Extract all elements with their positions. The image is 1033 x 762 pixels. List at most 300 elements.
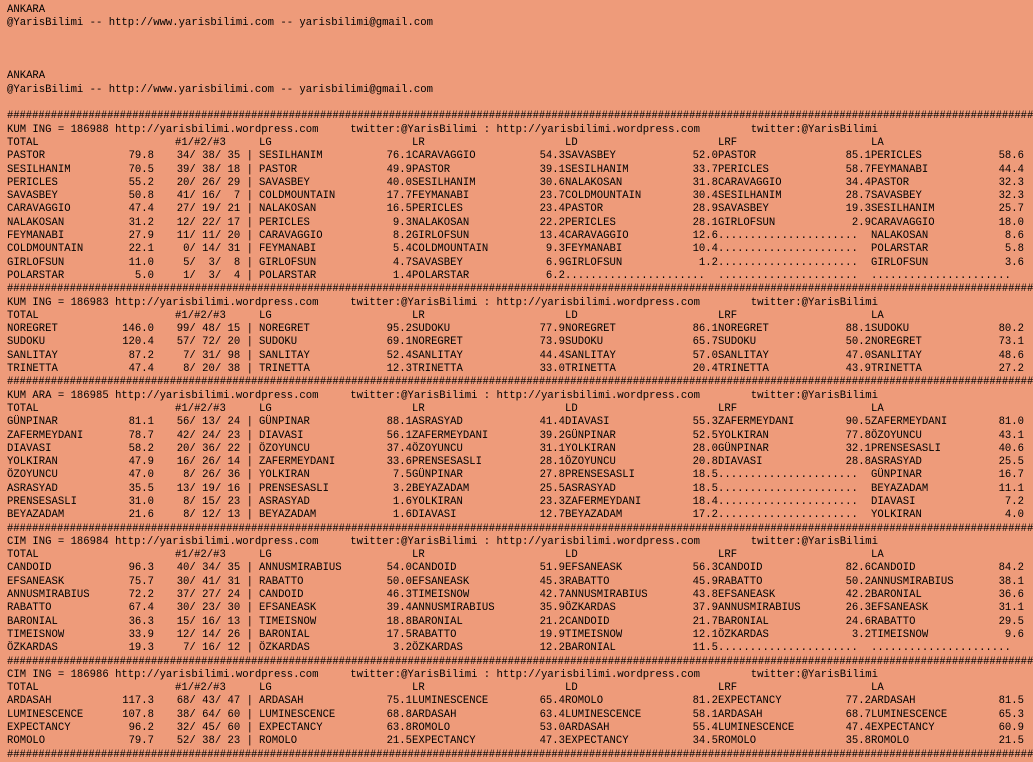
column-header: TOTAL	[7, 682, 39, 695]
score-value: 22.2	[539, 216, 565, 229]
horse-name: SANLITAY	[412, 349, 463, 362]
score-value: 28.0	[692, 442, 718, 455]
score-value: 4.0	[1004, 509, 1024, 522]
score-value: 54.3	[539, 150, 565, 163]
horse-row	[7, 230, 1024, 243]
score-value: 34.4	[845, 176, 871, 189]
score-value: 21.5	[386, 735, 412, 748]
horse-row	[7, 443, 1024, 456]
horse-name: ASRASYAD	[412, 416, 463, 429]
score-value: 28.1	[692, 216, 718, 229]
horse-row	[7, 164, 1024, 177]
score-value: 81.0	[998, 416, 1024, 429]
horse-name: SANLITAY	[871, 349, 922, 362]
score-value: 5.8	[1004, 243, 1024, 256]
horse-name: EXPECTANCY	[412, 735, 476, 748]
horse-name: ......................	[871, 269, 1011, 282]
placement-counts: 12/ 22/ 17 |	[176, 216, 253, 229]
horse-name: CANDOID	[565, 615, 610, 628]
horse-name: SANLITAY	[7, 349, 58, 362]
score-value: 9.3	[545, 243, 565, 256]
total-score: 67.4	[128, 602, 154, 615]
score-value: 16.5	[386, 203, 412, 216]
separator-line: ####################################################################################################################################################################	[7, 655, 1033, 668]
placement-counts: 38/ 64/ 60 |	[176, 708, 253, 721]
horse-name: CARAVAGGIO	[565, 230, 629, 243]
horse-name: NALAKOSAN	[565, 176, 623, 189]
horse-name: SESILHANIM	[565, 163, 629, 176]
score-value: 52.5	[692, 429, 718, 442]
placement-counts: 32/ 45/ 60 |	[176, 722, 253, 735]
score-value: 10.4	[692, 243, 718, 256]
placement-counts: 5/ 3/ 8 |	[183, 256, 253, 269]
column-header: #1/#2/#3	[175, 402, 226, 415]
horse-name: CARAVAGGIO	[412, 150, 476, 163]
total-score: 72.2	[128, 589, 154, 602]
horse-name: PASTOR	[412, 163, 451, 176]
score-value: 65.7	[692, 336, 718, 349]
horse-name: DIAVASI	[718, 456, 763, 469]
score-value: 30.4	[692, 190, 718, 203]
horse-name: ROMOLO	[7, 735, 46, 748]
score-value: 6.2	[545, 269, 565, 282]
horse-name: TRINETTA	[7, 363, 58, 376]
horse-row	[7, 642, 1024, 655]
horse-row	[7, 509, 1024, 522]
horse-row	[7, 695, 1024, 708]
score-value: 88.1	[386, 416, 412, 429]
score-value: 38.1	[998, 575, 1024, 588]
score-value: 20.8	[692, 456, 718, 469]
horse-row	[7, 483, 1024, 496]
total-score: 21.6	[128, 509, 154, 522]
horse-name: BEYAZADAM	[565, 509, 623, 522]
horse-name: COLDMOUNTAIN	[7, 243, 84, 256]
total-score: 35.5	[128, 482, 154, 495]
score-value: 68.7	[845, 708, 871, 721]
horse-name: TIMEISNOW	[259, 615, 317, 628]
total-score: 87.2	[128, 349, 154, 362]
horse-name: EFSANEASK	[871, 602, 929, 615]
horse-name: COLDMOUNTAIN	[259, 190, 336, 203]
horse-name: ÖZOYUNCU	[412, 442, 463, 455]
score-value: 4.7	[392, 256, 412, 269]
score-value: 17.2	[692, 509, 718, 522]
score-value: 5.4	[392, 243, 412, 256]
score-value: 19.9	[539, 628, 565, 641]
horse-name: GÜNPINAR	[718, 442, 769, 455]
horse-name: YOLKIRAN	[7, 456, 58, 469]
score-value: 33.6	[386, 456, 412, 469]
column-header: LG	[259, 549, 272, 562]
horse-name: ROMOLO	[412, 722, 451, 735]
column-header: LD	[565, 402, 578, 415]
horse-name: GÜNPINAR	[7, 416, 58, 429]
horse-name: ANNUSMIRABIUS	[412, 602, 495, 615]
score-value: 32.1	[845, 442, 871, 455]
score-value: 55.3	[692, 416, 718, 429]
column-header-row	[7, 403, 1024, 416]
placement-counts: 30/ 23/ 30 |	[176, 602, 253, 615]
score-value: 50.2	[845, 336, 871, 349]
score-value: 49.9	[386, 163, 412, 176]
horse-name: RABATTO	[565, 575, 610, 588]
horse-name: SANLITAY	[259, 349, 310, 362]
horse-name: ......................	[718, 642, 858, 655]
horse-name: SESILHANIM	[259, 150, 323, 163]
horse-name: TIMEISNOW	[565, 628, 623, 641]
horse-name: DIAVASI	[871, 495, 916, 508]
total-score: 78.7	[128, 429, 154, 442]
score-value: 35.9	[539, 602, 565, 615]
horse-name: ARDASAH	[259, 695, 304, 708]
score-value: 7.2	[1004, 495, 1024, 508]
score-value: 50.2	[845, 575, 871, 588]
score-value: 23.3	[539, 495, 565, 508]
score-value: 7.5	[392, 469, 412, 482]
horse-row	[7, 576, 1024, 589]
total-score: 47.0	[128, 469, 154, 482]
intro-line: @YarisBilimi -- http://www.yarisbilimi.com -- yarisbilimi@gmail.com	[7, 17, 433, 30]
column-header: LG	[259, 402, 272, 415]
horse-name: PERICLES	[718, 163, 769, 176]
column-header: LR	[412, 136, 425, 149]
horse-row	[7, 177, 1024, 190]
total-score: 22.1	[128, 243, 154, 256]
column-header: LA	[871, 682, 884, 695]
score-value: 12.7	[539, 509, 565, 522]
score-value: 65.4	[539, 695, 565, 708]
horse-name: TRINETTA	[871, 363, 922, 376]
score-value: 75.1	[386, 695, 412, 708]
horse-name: CANDOID	[412, 562, 457, 575]
score-value: 45.9	[692, 575, 718, 588]
score-value: 25.7	[998, 203, 1024, 216]
score-value: 73.9	[539, 336, 565, 349]
horse-name: ÖZOYUNCU	[871, 429, 922, 442]
horse-name: FEYMANABI	[871, 163, 929, 176]
column-header: #1/#2/#3	[175, 309, 226, 322]
column-header: LR	[412, 549, 425, 562]
total-score: 55.2	[128, 176, 154, 189]
horse-name: ......................	[718, 256, 858, 269]
blank-line	[7, 31, 1024, 44]
horse-name: SESILHANIM	[871, 203, 935, 216]
total-score: 96.2	[128, 722, 154, 735]
horse-name: ÖZKARDAS	[412, 642, 463, 655]
score-value: 36.6	[998, 589, 1024, 602]
horse-name: NALAKOSAN	[7, 216, 65, 229]
score-value: 51.9	[539, 562, 565, 575]
horse-row	[7, 243, 1024, 256]
horse-name: POLARSTAR	[7, 269, 65, 282]
score-value: 80.2	[998, 323, 1024, 336]
horse-name: EFSANEASK	[412, 575, 470, 588]
horse-row	[7, 456, 1024, 469]
placement-counts: 7/ 16/ 12 |	[183, 642, 253, 655]
score-value: 77.2	[845, 695, 871, 708]
horse-name: BARONIAL	[871, 589, 922, 602]
horse-name: ......................	[718, 495, 858, 508]
score-value: 11.1	[998, 482, 1024, 495]
score-value: 27.8	[539, 469, 565, 482]
column-header: LR	[412, 402, 425, 415]
horse-name: LUMINESCENCE	[7, 708, 84, 721]
horse-name: ZAFERMEYDANI	[871, 416, 948, 429]
placement-counts: 8/ 15/ 23 |	[183, 495, 253, 508]
score-value: 39.1	[539, 163, 565, 176]
horse-name: ANNUSMIRABIUS	[718, 602, 801, 615]
score-value: 39.2	[539, 429, 565, 442]
score-value: 40.0	[386, 176, 412, 189]
score-value: 9.3	[392, 216, 412, 229]
horse-name: GÜNPINAR	[259, 416, 310, 429]
score-value: 2.9	[851, 216, 871, 229]
horse-name: ......................	[718, 469, 858, 482]
separator-line: ####################################################################################################################################################################	[7, 110, 1033, 123]
horse-name: PASTOR	[259, 163, 298, 176]
horse-name: EFSANEASK	[718, 589, 776, 602]
horse-row	[7, 217, 1024, 230]
horse-name: GIRLOFSUN	[412, 230, 470, 243]
score-value: 88.1	[845, 323, 871, 336]
race-header: CIM ING = 186986 http://yarisbilimi.wordpress.com twitter:@YarisBilimi : http://yarisbilimi.wordpress.com twitter:@YarisBilimi	[7, 668, 878, 681]
horse-name: ÖZKARDAS	[565, 602, 616, 615]
score-value: 95.2	[386, 323, 412, 336]
horse-name: CANDOID	[871, 562, 916, 575]
column-header: LA	[871, 136, 884, 149]
horse-name: GIRLOFSUN	[718, 216, 776, 229]
score-value: 73.1	[998, 336, 1024, 349]
score-value: 57.0	[692, 349, 718, 362]
total-score: 36.3	[128, 615, 154, 628]
horse-name: EXPECTANCY	[718, 695, 782, 708]
horse-name: NOREGRET	[7, 323, 58, 336]
placement-counts: 16/ 26/ 14 |	[176, 456, 253, 469]
placement-counts: 7/ 31/ 98 |	[183, 349, 253, 362]
score-value: 85.1	[845, 150, 871, 163]
horse-name: ......................	[565, 269, 705, 282]
horse-name: ÖZOYUNCU	[7, 469, 58, 482]
placement-counts: 8/ 26/ 36 |	[183, 469, 253, 482]
score-value: 58.6	[998, 150, 1024, 163]
column-header: LG	[259, 309, 272, 322]
horse-name: LUMINESCENCE	[565, 708, 642, 721]
score-value: 82.6	[845, 562, 871, 575]
column-header: TOTAL	[7, 136, 39, 149]
placement-counts: 39/ 38/ 18 |	[176, 163, 253, 176]
score-value: 63.8	[386, 722, 412, 735]
horse-name: CARAVAGGIO	[871, 216, 935, 229]
total-score: 31.0	[128, 495, 154, 508]
horse-name: PRENSESASLI	[259, 482, 329, 495]
score-value: 45.3	[539, 575, 565, 588]
horse-name: NOREGRET	[718, 323, 769, 336]
score-value: 43.9	[845, 363, 871, 376]
score-value: 44.4	[539, 349, 565, 362]
score-value: 12.3	[386, 363, 412, 376]
horse-name: CANDOID	[259, 589, 304, 602]
score-value: 1.6	[392, 509, 412, 522]
horse-name: PRENSESASLI	[412, 456, 482, 469]
horse-name: ZAFERMEYDANI	[565, 495, 642, 508]
horse-name: PERICLES	[259, 216, 310, 229]
score-value: 13.4	[539, 230, 565, 243]
score-value: 3.2	[851, 628, 871, 641]
horse-name: ZAFERMEYDANI	[718, 416, 795, 429]
score-value: 47.4	[845, 722, 871, 735]
score-value: 48.6	[998, 349, 1024, 362]
placement-counts: 57/ 72/ 20 |	[176, 336, 253, 349]
horse-name: SUDOKU	[259, 336, 298, 349]
placement-counts: 99/ 48/ 15 |	[176, 323, 253, 336]
horse-name: PERICLES	[412, 203, 463, 216]
horse-name: ROMOLO	[718, 735, 757, 748]
placement-counts: 56/ 13/ 24 |	[176, 416, 253, 429]
total-score: 96.3	[128, 562, 154, 575]
horse-row	[7, 616, 1024, 629]
horse-name: RABATTO	[412, 628, 457, 641]
score-value: 34.5	[692, 735, 718, 748]
horse-name: ARDASAH	[718, 708, 763, 721]
horse-name: COLDMOUNTAIN	[565, 190, 642, 203]
horse-name: SANLITAY	[718, 349, 769, 362]
horse-name: LUMINESCENCE	[259, 708, 336, 721]
placement-counts: 40/ 34/ 35 |	[176, 562, 253, 575]
horse-name: ASRASYAD	[565, 482, 616, 495]
placement-counts: 34/ 38/ 35 |	[176, 150, 253, 163]
score-value: 1.6	[392, 495, 412, 508]
horse-name: FEYMANABI	[259, 243, 317, 256]
horse-name: TIMEISNOW	[412, 589, 470, 602]
placement-counts: 1/ 3/ 4 |	[183, 269, 253, 282]
horse-name: PERICLES	[7, 176, 58, 189]
column-header: LRF	[718, 402, 738, 415]
score-value: 52.0	[692, 150, 718, 163]
horse-name: ZAFERMEYDANI	[412, 429, 489, 442]
score-value: 32.3	[998, 190, 1024, 203]
score-value: 12.6	[692, 230, 718, 243]
horse-name: SESILHANIM	[718, 190, 782, 203]
horse-name: ASRASYAD	[259, 495, 310, 508]
score-value: 77.8	[845, 429, 871, 442]
horse-name: SUDOKU	[7, 336, 46, 349]
horse-name: PERICLES	[871, 150, 922, 163]
horse-name: ÖZOYUNCU	[565, 456, 616, 469]
horse-name: ÖZKARDAS	[7, 642, 58, 655]
score-value: 31.1	[998, 602, 1024, 615]
horse-name: ......................	[718, 482, 858, 495]
total-score: 81.1	[128, 416, 154, 429]
total-score: 11.0	[128, 256, 154, 269]
score-value: 17.7	[386, 190, 412, 203]
horse-name: ANNUSMIRABIUS	[565, 589, 648, 602]
score-value: 53.0	[539, 722, 565, 735]
horse-name: SESILHANIM	[412, 176, 476, 189]
horse-name: EXPECTANCY	[259, 722, 323, 735]
text-report	[7, 4, 1033, 761]
horse-name: CARAVAGGIO	[718, 176, 782, 189]
placement-counts: 15/ 16/ 13 |	[176, 615, 253, 628]
score-value: 11.5	[692, 642, 718, 655]
score-value: 43.8	[692, 589, 718, 602]
race-header: KUM ING = 186983 http://yarisbilimi.wordpress.com twitter:@YarisBilimi : http://yarisbilimi.wordpress.com twitter:@YarisBilimi	[7, 296, 878, 309]
score-value: 8.2	[392, 230, 412, 243]
horse-name: ......................	[718, 269, 858, 282]
horse-name: NOREGRET	[565, 323, 616, 336]
race-header: KUM ARA = 186985 http://yarisbilimi.wordpress.com twitter:@YarisBilimi : http://yarisbilimi.wordpress.com twitter:@YarisBilimi	[7, 389, 878, 402]
horse-name: LUMINESCENCE	[871, 708, 948, 721]
placement-counts: 8/ 12/ 13 |	[183, 509, 253, 522]
total-score: 5.0	[134, 269, 154, 282]
horse-name: SAVASBEY	[871, 190, 922, 203]
column-header: LA	[871, 309, 884, 322]
score-value: 63.4	[539, 708, 565, 721]
column-header: LRF	[718, 309, 738, 322]
horse-name: ......................	[871, 642, 1011, 655]
column-header: TOTAL	[7, 549, 39, 562]
horse-name: RABATTO	[871, 615, 916, 628]
horse-name: YOLKIRAN	[412, 495, 463, 508]
score-value: 17.5	[386, 628, 412, 641]
score-value: 12.1	[692, 628, 718, 641]
intro-line: ANKARA	[7, 4, 46, 16]
placement-counts: 12/ 14/ 26 |	[176, 628, 253, 641]
score-value: 46.3	[386, 589, 412, 602]
total-score: 47.4	[128, 203, 154, 216]
placement-counts: 11/ 11/ 20 |	[176, 230, 253, 243]
horse-name: NALAKOSAN	[871, 230, 929, 243]
horse-name: GIRLOFSUN	[565, 256, 623, 269]
horse-name: GÜNPINAR	[565, 429, 616, 442]
horse-row	[7, 323, 1024, 336]
score-value: 18.0	[998, 216, 1024, 229]
score-value: 21.2	[539, 615, 565, 628]
column-header: LD	[565, 682, 578, 695]
column-header: LR	[412, 682, 425, 695]
horse-name: EFSANEASK	[259, 602, 317, 615]
horse-row	[7, 336, 1024, 349]
horse-row	[7, 270, 1024, 283]
horse-row	[7, 496, 1024, 509]
placement-counts: 20/ 26/ 29 |	[176, 176, 253, 189]
score-value: 58.1	[692, 708, 718, 721]
score-value: 21.7	[692, 615, 718, 628]
horse-name: BARONIAL	[718, 615, 769, 628]
horse-name: EFSANEASK	[7, 575, 65, 588]
horse-name: TRINETTA	[259, 363, 310, 376]
score-value: 25.5	[539, 482, 565, 495]
horse-name: BARONIAL	[412, 615, 463, 628]
horse-name: BARONIAL	[259, 628, 310, 641]
horse-name: RABATTO	[718, 575, 763, 588]
score-value: 28.7	[845, 190, 871, 203]
horse-name: CANDOID	[7, 562, 52, 575]
score-value: 42.7	[539, 589, 565, 602]
placement-counts: 68/ 43/ 47 |	[176, 695, 253, 708]
horse-name: SAVASBEY	[565, 150, 616, 163]
total-score: 75.7	[128, 575, 154, 588]
total-score: 117.3	[122, 695, 154, 708]
horse-name: ......................	[718, 243, 858, 256]
horse-name: POLARSTAR	[259, 269, 317, 282]
horse-name: NOREGRET	[412, 336, 463, 349]
placement-counts: 27/ 19/ 21 |	[176, 203, 253, 216]
placement-counts: 20/ 36/ 22 |	[176, 442, 253, 455]
horse-name: ANNUSMIRABIUS	[7, 589, 90, 602]
score-value: 33.7	[692, 163, 718, 176]
horse-name: GIRLOFSUN	[7, 256, 65, 269]
